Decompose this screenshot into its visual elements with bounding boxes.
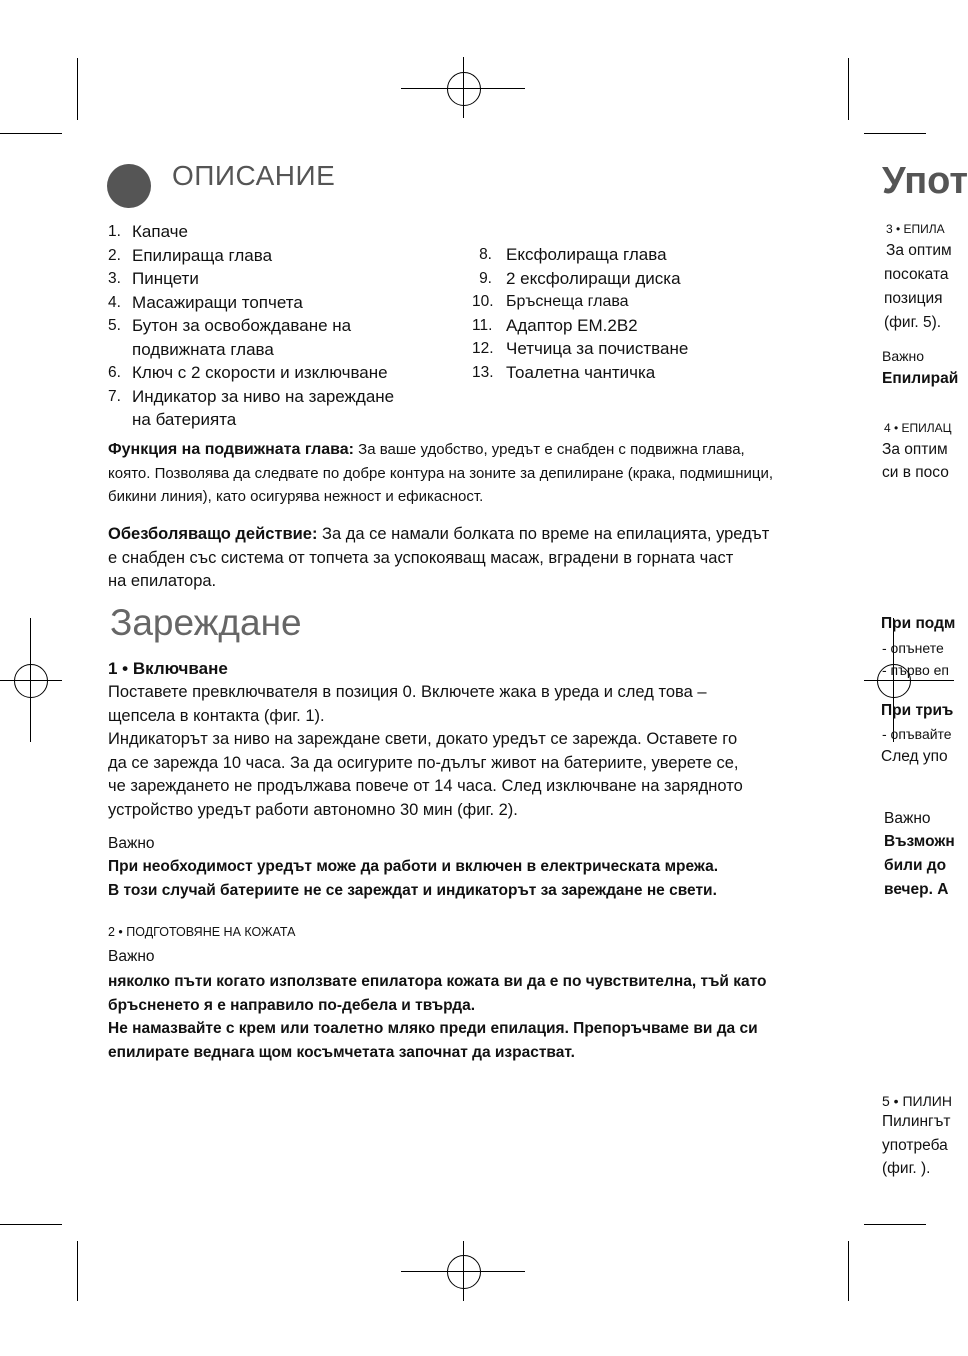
adjacent-heading: 3 • ЕПИЛА — [886, 222, 945, 236]
crop-mark — [864, 1224, 926, 1225]
section-title-charging: Зареждане — [110, 602, 302, 643]
section-title-description: ОПИСАНИЕ — [172, 160, 336, 191]
registration-circle — [447, 1255, 481, 1289]
crop-mark — [0, 1224, 62, 1225]
list-item: 6. Ключ с 2 скорости и изключване — [108, 363, 388, 382]
registration-circle — [877, 664, 911, 698]
crop-mark — [0, 133, 62, 134]
important-label: Важно — [108, 835, 155, 852]
list-item: 1. Капаче — [108, 222, 188, 241]
mobile-head-paragraph: Функция на подвижната глава: За ваше удобство, уредът е снабден с подвижна глава, която. Позволява да следвате по добре контура на зоните за депилиране (крака, подмишници, бикини линия), като осигурява нежност и ефикасност. — [108, 441, 773, 505]
adjacent-page-column: Упот 3 • ЕПИЛА За оптим посоката позиция (фиг. 5). Важно Епилирай 4 • ЕПИЛАЦ За оптим си в посо При подм - опънете - първо еп При триъ - опъвайте След упо Важно Възможн били до вечер. А 5 • ПИЛИН Пилингът употреба (фиг. ). — [881, 160, 968, 1177]
step2-heading: 2 • ПОДГОТОВЯНЕ НА КОЖАТА — [108, 925, 296, 939]
step2-note: няколко пъти когато използвате епилатора кожата ви да е по чувствителна, тъй като бръсненето я е направило по-дебела и твърда. Не намазвайте с крем или тоалетно мляко преди епилация. Препоръчваме ви да си епилирате веднага щом косъмчетата започнат да израстват. — [108, 973, 767, 1061]
crop-mark — [848, 1241, 849, 1301]
list-item: 11. Адаптор EM.2B2 — [472, 315, 638, 335]
adjacent-page-title: Упот — [882, 160, 968, 202]
list-item: 7. Индикатор за ниво на зареждане на батерията — [108, 386, 395, 429]
registration-circle — [14, 664, 48, 698]
list-item: 4. Масажиращи топчета — [108, 292, 303, 312]
parts-list-right — [472, 243, 772, 384]
crop-mark — [77, 1241, 78, 1301]
list-item: 2. Епилираща глава — [108, 245, 273, 265]
list-item: 8. Ексфолираща глава — [479, 245, 667, 264]
crop-mark — [848, 58, 849, 120]
anesthetic-paragraph: Обезболяващо действие: За да се намали болката по време на епилацията, уредът е снабден със система от топчета за успокояващ масаж, вградени в горната част на епилатора. — [108, 525, 770, 590]
registration-circle — [447, 72, 481, 106]
list-item: 9. 2 ексфолиращи диска — [479, 268, 681, 288]
section-bullet — [107, 164, 151, 208]
step1-body: Поставете превключвателя в позиция 0. Включете жака в уреда и след това – щепсела в контакта (фиг. 1). Индикаторът за ниво на зареждане свети, докато уредът се зарежда. Оставете го да се зарежда 10 часа. За да осигурите по-дълъг живот на батериите, уверете се, че зареждането не продължава повече от 14 часа. След изключване на зарядното устройство уредът работи автономно 30 мин (фиг. 2). — [108, 683, 743, 819]
crop-mark — [77, 58, 78, 120]
list-item: 3. Пинцети — [108, 269, 199, 288]
adjacent-heading: 4 • ЕПИЛАЦ — [884, 421, 952, 435]
list-item: 13. Тоалетна чантичка — [472, 362, 656, 382]
adjacent-heading: 5 • ПИЛИН — [882, 1093, 952, 1109]
parts-list-left — [108, 220, 448, 432]
crop-mark — [864, 133, 926, 134]
step1-heading: 1 • Включване — [108, 659, 228, 678]
list-item: 10. Бръснеща глава — [472, 293, 629, 310]
important-label: Важно — [108, 948, 155, 965]
list-item: 5. Бутон за освобождаване на подвижната глава — [108, 316, 352, 359]
list-item: 12. Четчица за почистване — [472, 339, 689, 358]
important-note: При необходимост уредът може да работи и включен в електрическата мрежа. В този случай батериите не се зареждат и индикаторът за зареждане не свети. — [108, 858, 719, 899]
